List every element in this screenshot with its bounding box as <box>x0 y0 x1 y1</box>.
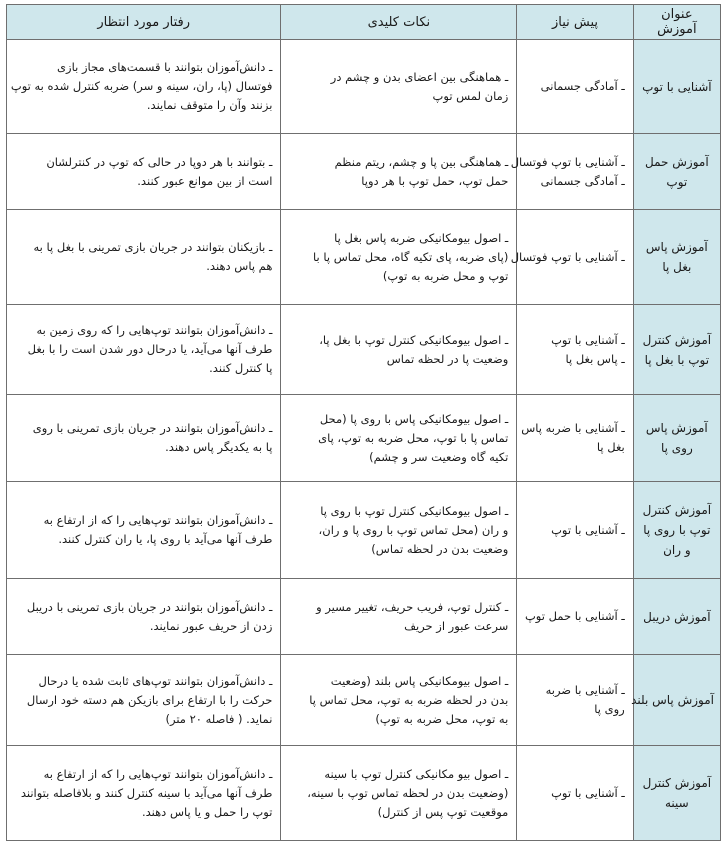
cell-line: به توپ، محل ضربه به توپ) <box>375 711 509 726</box>
table-row <box>7 655 721 746</box>
row-prereq <box>510 134 633 210</box>
cell-line: ـ اصول بیو مکانیکی کنترل توپ با سینه <box>324 766 509 781</box>
row-prereq <box>517 579 633 655</box>
row-behavior <box>7 655 281 746</box>
cell-line: توپ <box>666 174 688 189</box>
header-title: عنوان آموزش <box>633 5 720 40</box>
cell-line: موقعیت توپ پس از کنترل) <box>377 804 509 819</box>
cell-line: آموزش کنترل <box>642 332 712 347</box>
cell-line: ـ پاس بغل پا <box>565 351 625 366</box>
row-title <box>633 40 720 134</box>
cell-line: ـ هماهنگی بین اعضای بدن و چشم در <box>330 69 509 84</box>
cell-line: ـ دانش‌آموزان بتوانند با قسمت‌های مجاز بازی <box>57 60 273 74</box>
table-row <box>7 579 721 655</box>
row-behavior <box>7 482 281 579</box>
row-title <box>633 210 720 305</box>
row-behavior <box>7 395 281 482</box>
header-behavior: رفتار مورد انتظار <box>7 5 281 40</box>
row-prereq <box>517 655 633 746</box>
cell-line: توپ و محل ضربه به توپ) <box>382 268 509 283</box>
cell-line: ـ اصول بیومکانیکی ضربه پاس بغل پا <box>334 230 509 245</box>
cell-line: هم پاس دهند. <box>206 259 273 273</box>
table-row <box>7 40 721 134</box>
cell-line: طرف آنها می‌آید با روی پا، یا ران کنترل کنند. <box>58 532 273 546</box>
table-row <box>7 210 721 305</box>
cell-line: آموزش کنترل <box>642 776 712 790</box>
row-points <box>281 134 517 210</box>
row-points <box>281 395 517 482</box>
cell-line: ـ اصول بیومکانیکی پاس بلند (وضعیت <box>330 673 509 688</box>
cell-line: (وضعیت بدن در لحظه تماس توپ با سینه، <box>307 785 509 800</box>
cell-line: ـ دانش‌آموزان بتوانند در جریان بازی تمرینی با روی <box>32 421 273 435</box>
row-behavior <box>7 134 281 210</box>
cell-line: آموزش پاس <box>645 421 708 435</box>
cell-line: ـ آمادگی جسمانی <box>540 173 625 188</box>
cell-line: ـ دانش‌آموزان بتوانند توپ‌های ثابت شده یا درحال <box>38 673 273 688</box>
row-title <box>633 655 720 746</box>
row-title <box>633 746 720 841</box>
cell-line: ـ دانش‌آموزان بتوانند توپ‌هایی را که از ارتفاع به <box>43 766 273 781</box>
curriculum-table-wrapper <box>6 4 721 841</box>
curriculum-table <box>6 4 721 841</box>
table-row <box>7 134 721 210</box>
row-points <box>281 305 517 395</box>
cell-line: توپ با روی پا <box>643 523 711 537</box>
table-row <box>7 305 721 395</box>
cell-line: طرف آنها می‌آید، یا درحال دور شدن است را با بغل <box>27 342 273 356</box>
row-title <box>633 482 720 579</box>
cell-line: آموزش حمل <box>645 154 709 169</box>
cell-line: و ران (محل تماس توپ با روی پا و ران، <box>318 522 509 537</box>
row-title <box>633 579 720 655</box>
row-behavior <box>7 305 281 395</box>
table-body <box>7 40 721 841</box>
cell-line: روی پا <box>594 702 625 716</box>
cell-line: ـ دانش‌آموزان بتوانند توپ‌هایی را که از ارتفاع به <box>43 513 273 527</box>
row-points <box>281 482 517 579</box>
cell-line: بغل پا <box>596 440 625 454</box>
cell-line: ـ آشنایی با ضربه پاس <box>521 421 625 435</box>
row-points <box>281 40 517 134</box>
row-behavior <box>7 579 281 655</box>
cell-line: روی پا <box>660 441 693 455</box>
row-points <box>281 579 517 655</box>
cell-line: (پای ضربه، پای تکیه گاه، محل تماس پا با <box>312 249 509 264</box>
row-prereq <box>517 482 633 579</box>
table-row <box>7 482 721 579</box>
cell-line: ـ آشنایی با ضربه <box>545 683 625 697</box>
row-title <box>633 134 720 210</box>
cell-line: وضعیت پا در لحظه تماس <box>386 351 509 366</box>
cell-line: زمان لمس توپ <box>432 88 509 103</box>
header-points: نکات کلیدی <box>281 5 517 40</box>
cell-line: طرف آنها می‌آید با سینه کنترل کنند و بلافاصله بتوانند <box>20 785 273 800</box>
row-prereq <box>517 40 633 134</box>
cell-line: ـ آشنایی با توپ فوتسال <box>510 154 625 169</box>
row-prereq <box>517 305 633 395</box>
cell-line: ـ هماهنگی بین پا و چشم، ریتم منظم <box>334 154 509 169</box>
row-prereq <box>517 746 633 841</box>
table-row <box>7 746 721 841</box>
cell-line: است از بین موانع عبور کنند. <box>137 173 273 188</box>
cell-line: ـ دانش‌آموزان بتوانند در جریان بازی تمرینی با دریبل <box>26 599 273 614</box>
row-prereq <box>510 210 633 305</box>
cell-line: سینه <box>664 796 689 810</box>
cell-line: تکیه گاه وضعیت سر و چشم) <box>369 449 509 464</box>
cell-line: سرعت عبور از حریف <box>404 618 509 633</box>
cell-line: بغل پا <box>662 260 692 274</box>
row-points <box>281 655 517 746</box>
cell-line: ـ آشنایی با توپ <box>551 332 625 347</box>
cell-line: بزنند وآن را متوقف نمایند. <box>146 98 273 112</box>
row-behavior <box>7 210 281 305</box>
table-header-row <box>7 5 721 40</box>
row-points <box>281 210 517 305</box>
cell-line: پا به یکدیگر پاس دهند. <box>165 440 273 454</box>
cell-line: فوتسال (پا، ران، سینه و سر) ضربه کنترل شده به توپ <box>10 79 273 93</box>
cell-line: توپ با بغل پا <box>644 352 710 367</box>
cell-line: ـ بازیکنان بتوانند در جریان بازی تمرینی با بغل پا به <box>33 240 273 254</box>
row-title <box>633 305 720 395</box>
row-prereq <box>517 395 633 482</box>
header-prereq: پیش نیاز <box>517 5 633 40</box>
cell-line: ـ آشنایی با توپ <box>551 522 625 537</box>
cell-line: ـ اصول بیومکانیکی کنترل توپ با روی پا <box>320 503 509 518</box>
cell-line: ـ آشنایی با توپ فوتسال <box>510 249 625 264</box>
cell-line: آموزش پاس بلند <box>631 693 714 707</box>
cell-line: وضعیت بدن در لحظه تماس) <box>371 541 509 556</box>
cell-line: پا کنترل کنند. <box>209 361 273 375</box>
cell-line: آموزش دریبل <box>643 609 711 624</box>
cell-line: ـ اصول بیومکانیکی کنترل توپ با بغل پا، <box>319 332 509 347</box>
table-row <box>7 395 721 482</box>
row-points <box>281 746 517 841</box>
row-behavior <box>7 40 281 134</box>
cell-line: نماید. ( فاصله ۲۰ متر) <box>165 711 273 726</box>
cell-line: و ران <box>663 543 691 557</box>
cell-line: آشنایی با توپ <box>642 79 712 94</box>
row-behavior <box>7 746 281 841</box>
cell-line: ـ آشنایی با توپ <box>551 785 625 800</box>
cell-line: آموزش کنترل <box>642 503 712 517</box>
cell-line: آموزش پاس <box>645 240 708 254</box>
cell-line: ـ کنترل توپ، فریب حریف، تغییر مسیر و <box>316 599 509 614</box>
cell-line: ـ بتوانند با هر دوپا در حالی که توپ در کنترلشان <box>46 154 273 169</box>
cell-line: توپ را حمل و یا پاس دهند. <box>141 804 273 819</box>
row-title <box>633 395 720 482</box>
cell-line: ـ دانش‌آموزان بتوانند توپ‌هایی را که روی زمین به <box>36 323 273 337</box>
cell-line: تماس پا با توپ، محل ضربه به توپ، پای <box>318 430 509 445</box>
cell-line: زدن از حریف عبور نمایند. <box>149 618 273 633</box>
cell-line: ـ اصول بیومکانیکی پاس با روی پا (محل <box>319 411 509 426</box>
cell-line: حمل توپ، حمل توپ با هر دوپا <box>361 173 509 188</box>
cell-line: ـ آشنایی با حمل توپ <box>524 609 625 623</box>
cell-line: ـ آمادگی جسمانی <box>540 79 625 93</box>
cell-line: بدن در لحظه ضربه به توپ، محل تماس پا <box>309 692 509 707</box>
cell-line: حرکت را با ارتفاع برای بازیکن هم دسته خود ارسال <box>26 692 273 707</box>
